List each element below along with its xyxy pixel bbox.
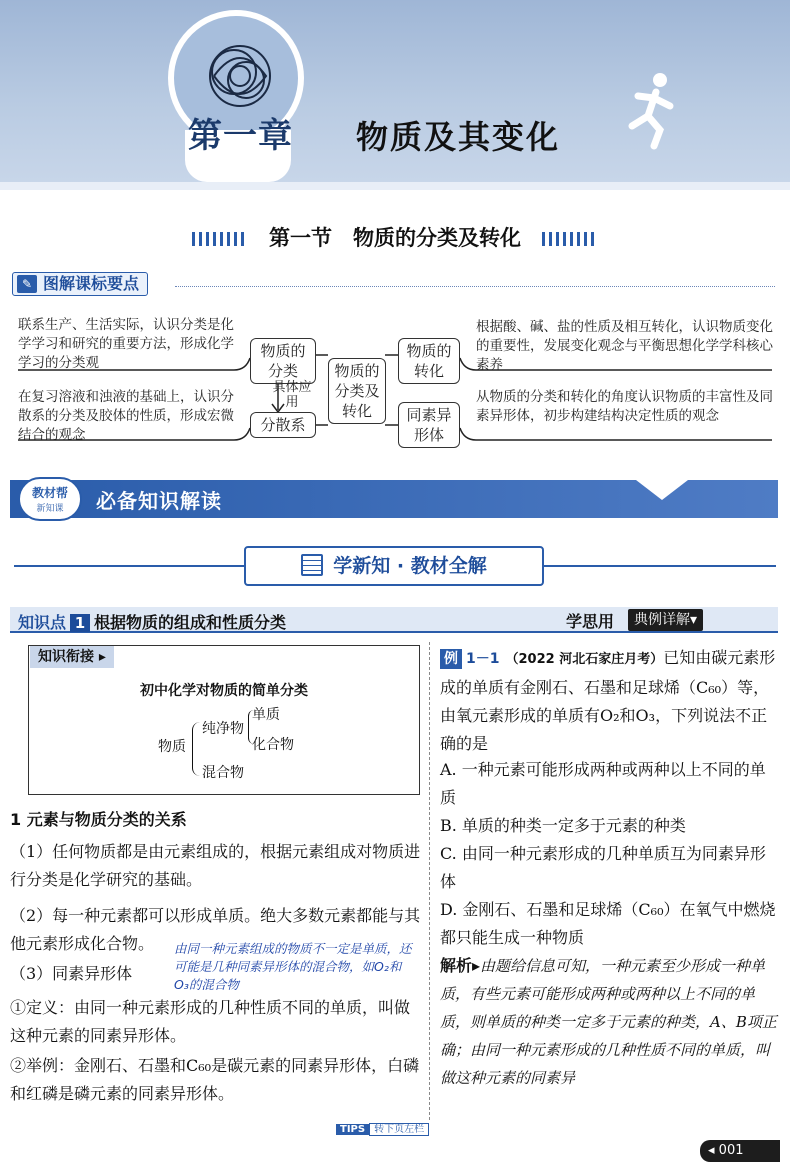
example-source: （2022 河北石家庄月考） [505,652,664,667]
paragraph: （3）同素异形体 [10,964,133,983]
page-number-value: 001 [718,1143,744,1158]
chapter-number: 第一章 [188,116,293,156]
section-heading [0,222,790,252]
pencil-icon: ✎ [17,275,37,293]
kp-number: 1 [70,614,90,632]
tips-label: TIPS [336,1124,369,1135]
kp-label: 知识点 [18,613,67,632]
column-divider [429,642,430,1120]
example-number: 1－1 [466,651,500,667]
example-stem [440,644,778,758]
paragraph: ①定义：由同一种元素形成的几种性质不同的单质，叫做这种元素的同素异形体。 [10,998,411,1045]
box-dispersion: 分散系 [250,412,316,438]
example-tag: 例 [440,649,462,669]
knowledge-link-title: 初中化学对物质的简单分类 [140,683,308,699]
strip-title: 必备知识解读 [96,489,222,513]
chapter-banner [0,0,790,190]
chapter-title: 物质及其变化 [356,118,561,156]
divider [175,286,775,287]
box-center: 物质的分类及转化 [328,358,386,424]
analysis-text: 由题给信息可知，一种元素至少形成一种单质，有些元素可能形成两种或两种以上不同的单质，则单质的种类一定多于元素的种类，A、B项正确；由同一种元素形成的几种性质不同的单质，叫做这种元素的同素异 [440,957,777,1087]
tree-root: 物质 [158,739,186,755]
box-classification: 物质的分类 [250,338,316,384]
tips-text: 转下页左栏 [369,1123,429,1136]
arrow-label-application: 具体应用 [272,380,312,410]
left-heading: 1 元素与物质分类的关系 [10,810,187,829]
example-question: 已知由碳元素形成的单质有金刚石、石墨和足球烯（C₆₀）等，由氧元素形成的单质有O₂和O₃，下列说法不正确的是 [440,648,776,753]
standards-tag-label: 图解课标要点 [43,274,140,293]
option-a: A. 一种元素可能形成两种或两种以上不同的单质 [440,760,766,807]
option-c: C. 由同一种元素形成的几种单质互为同素异形体 [440,844,766,891]
strip-notch [636,480,688,500]
notebook-icon [301,554,323,576]
tips-badge [336,1120,429,1135]
map-text-left-bottom: 在复习溶液和浊液的基础上，认识分散系的分类及胶体的性质，形成宏微结合的观念 [18,389,234,443]
kp-title: 根据物质的组成和性质分类 [94,613,287,632]
map-text-left-top: 联系生产、生活实际，认识分类是化学学习和研究的重要方法，形成化学学习的分类观 [18,317,234,371]
paragraph: （1）任何物质都是由元素组成的，根据元素组成对物质进行分类是化学研究的基础。 [10,842,421,889]
page-number: ◂ 001 [700,1140,780,1162]
tree-pure: 纯净物 [202,721,244,737]
example-detail-tab[interactable]: 典例详解▾ [628,609,703,631]
tree-mixture: 混合物 [202,765,244,781]
standards-tag [12,272,148,296]
map-text-right-bottom: 从物质的分类和转化的角度认识物质的丰富性及同素异形体，初步构建结构决定性质的观念 [476,389,773,424]
brace [192,722,200,776]
box-transformation: 物质的转化 [398,338,460,384]
section-title: 第一节 物质的分类及转化 [269,226,521,250]
decor-bars-right [542,232,598,246]
box-allotrope: 同素异形体 [398,402,460,448]
map-text-right-top: 根据酸、碱、盐的性质及相互转化，认识物质变化的重要性，发展变化观念与平衡思想化学学科核心素养 [476,319,773,373]
paragraph: ②举例：金刚石、石墨和C₆₀是碳元素的同素异形体，白磷和红磷是磷元素的同素异形体。 [10,1056,420,1103]
analysis-tag: 解析▸ [440,956,481,975]
option-d: D. 金刚石、石墨和足球烯（C₆₀）在氧气中燃烧都只能生成一种物质 [440,900,776,947]
tree-element: 单质 [252,707,280,723]
decor-bars-left [192,232,248,246]
handwritten-note: 由同一种元素组成的物质不一定是单质，还可能是几种同素异形体的混合物，如O₂和O₃的混合物 [174,941,412,992]
analysis [440,952,778,1092]
knowledge-link-tag: 知识衔接 ▸ [30,646,114,668]
study-label: 学思用 [566,612,615,631]
runner-icon [620,70,680,150]
learn-banner [244,546,544,586]
badge-bottom: 新知课 [36,504,64,514]
tree-compound: 化合物 [252,737,294,753]
knowledge-point-heading [18,610,286,633]
option-b: B. 单质的种类一定多于元素的种类 [440,816,686,835]
textbook-badge [18,477,82,521]
paragraph: （2）每一种元素都可以形成单质。绝大多数元素都能与其他元素形成化合物。 [10,906,421,953]
learn-banner-title: 学新知 · 教材全解 [333,555,487,577]
badge-top: 教材帮 [31,486,68,500]
